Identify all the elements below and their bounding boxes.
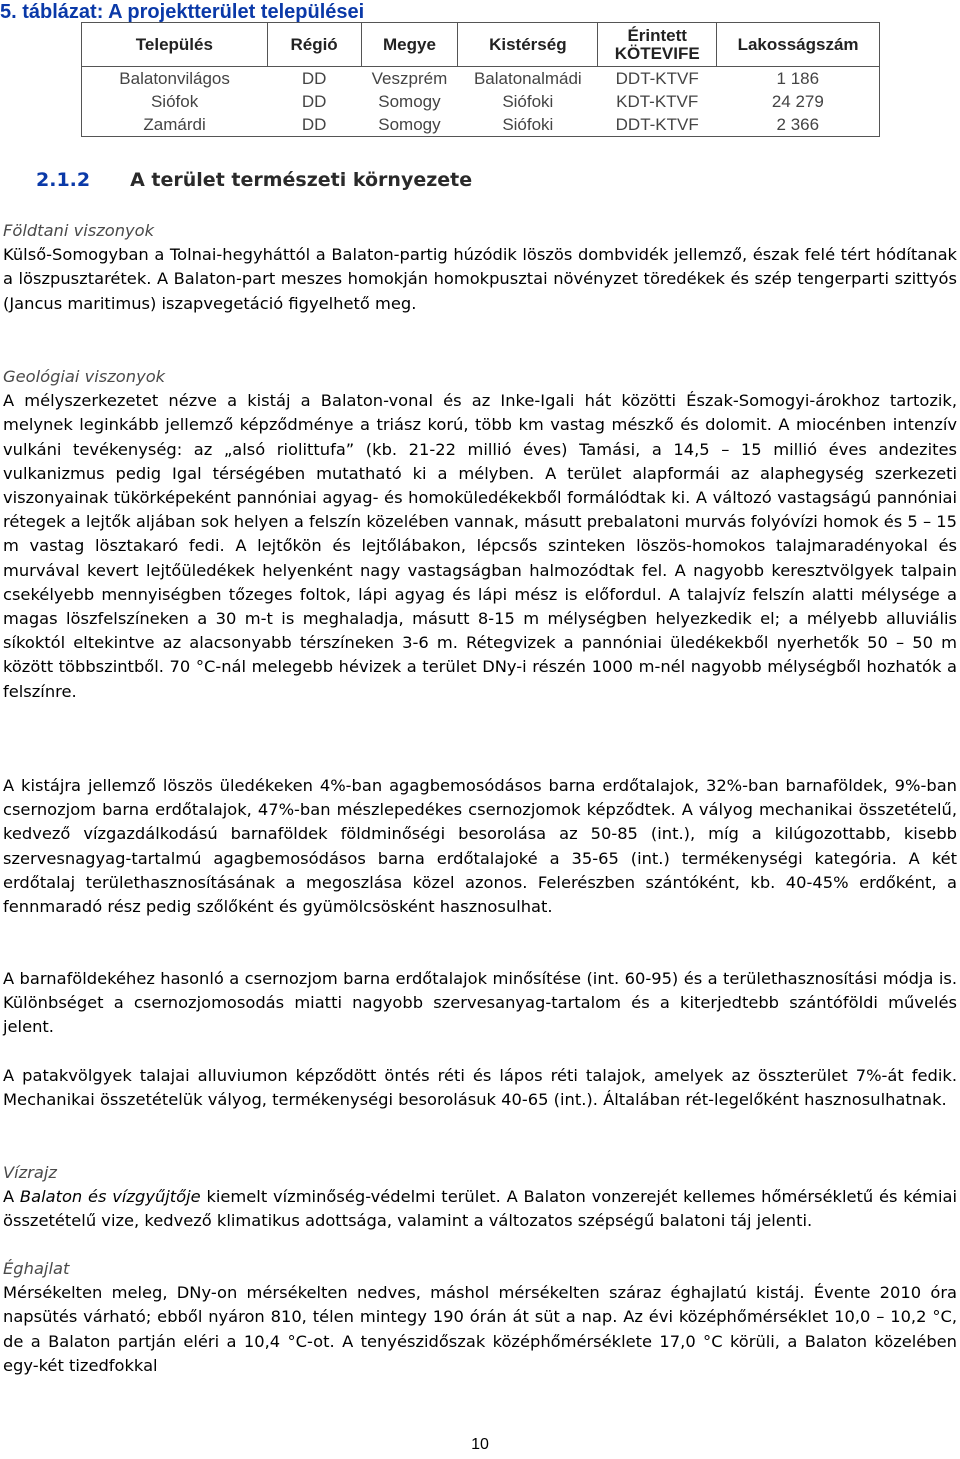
cell-population: 1 186 [717, 67, 880, 91]
header-settlement: Település [82, 23, 268, 67]
header-authority-line1: Érintett [627, 25, 687, 45]
water-prefix: A [3, 1187, 20, 1207]
cell-subregion: Siófoki [458, 113, 598, 137]
geology-heading: Geológiai viszonyok [3, 367, 166, 386]
geology-paragraph: A mélyszerkezetet nézve a kistáj a Balaton-vonal és az Inke-Igali hát közötti Észak-Somogyi-árokhoz tartozik, melynek leginkább jellemző képződménye a triász korú, több km vastag mészkő és dolomit. A miocénben intenzív vulkáni tevékenység: az „alsó riolittufa” (kb. 21-22 millió éves) Tamási, a 14,5 – 15 millió éves andezites vulkanizmus pedig Igal térségében mutatható ki a mélyben. A terület alapformái az alaphegység szerkezeti viszonyainak tükörképeként pannóniai agyag- és homoküledékekből formálódtak ki. A változó vastagságú pannóniai rétegek a lejtők aljában sok helyen a felszín közelében vannak, másutt prebalatoni murvás folyóvízi homok és 5 – 15 m vastag lösztakaró fedi. A lejtőkön és lejtőlábakon, lépcsős szinteken löszös-homokos talajmaradényokal és murvával kevert lejtőüledékek helyenként nagy vastagságban halmozódtak fel. A nagyobb keresztvölgyek talpain csekélyebb mennyiségben tőzeges foltok, lápi agyag és lápi mész is előfordul. A talajvíz felszín alatti mélysége a magas löszfelszíneken a 30 m-t is meghaladja, másutt 8-15 m mélységben helyezkedik el; a mélyebb alluviális síkoktól eltekintve az alacsonyabb térszíneken 3-6 m. Rétegvizek a pannóniai üledékekből nyerhetők 50 – 50 m között többszintből. 70 °C-nál melegebb hévizek a terület DNy-i részén 1000 m-nél nagyobb mélységből hozhatók a felszínre. [3, 391, 957, 701]
cell-population: 2 366 [717, 113, 880, 137]
cell-county: Veszprém [371, 69, 448, 88]
table-row [82, 113, 880, 137]
water-heading: Vízrajz [3, 1163, 57, 1182]
cell-region: DD [301, 92, 327, 111]
table-row [82, 67, 880, 91]
header-subregion: Kistérség [458, 23, 598, 67]
section-heading [36, 169, 472, 191]
table-caption: 5. táblázat: A projektterület települései [0, 1, 365, 23]
soils-paragraph-2: A barnaföldekéhez hasonló a csernozjom barna erdőtalajok minősítése (int. 60-95) és a területhasznosítási módja is. Különbséget a csernozjomosodás miatti nagyobb szervesanyag-tartalom és a kiterjedtebb szántóföldi művelés jelent. [3, 969, 957, 1037]
header-authority [598, 23, 717, 67]
cell-settlement: Siófok [82, 90, 268, 113]
cell-authority: DDT-KTVF [615, 69, 699, 88]
geology-intro-paragraph: Külső-Somogyban a Tolnai-hegyháttól a Balaton-partig húzódik löszös dombvidék jellemző, észak felé tért hódítanak a löszpusztarétek. A Balaton-part meszes homokján homokpusztai növényzet töredékek és szép tengerparti szittyós (Jancus maritimus) iszapvegetáció figyelhető meg. [3, 245, 957, 313]
climate-paragraph: Mérsékelten meleg, DNy-on mérsékelten nedves, máshol mérsékelten száraz éghajlatú kistáj. Évente 2010 óra napsütés várható; ebből nyáron 810, télen mintegy 190 órán át süt a nap. Az évi középhőmérséklet 10,0 – 10,2 °C, de a Balaton partján eléri a 10,4 °C-ot. A tenyészidőszak középhőmérséklete 17,0 °C körüli, a Balaton közelében egy-két tizedfokkal [3, 1283, 957, 1375]
cell-authority: KDT-KTVF [616, 92, 699, 111]
settlements-table [81, 22, 880, 137]
cell-region: DD [267, 113, 361, 137]
climate-block [3, 1257, 957, 1378]
header-authority-line2: KÖTEVIFE [614, 43, 700, 63]
water-paragraph [3, 1185, 957, 1233]
section-number: 2.1.2 [36, 169, 91, 191]
soils-paragraph-3: A patakvölgyek talajai alluviumon képződött öntés réti és lápos réti talajok, amelyek az összterület 7%-át fedik. Mechanikai összetételük vályog, termékenységi besorolásuk 40-65 (int.). Általában rét-legelőként hasznosulhatnak. [3, 1066, 957, 1110]
header-population: Lakosságszám [717, 23, 880, 67]
cell-region: DD [301, 69, 327, 88]
page-number: 10 [471, 1436, 489, 1453]
cell-authority: DDT-KTVF [598, 113, 717, 137]
soils-paragraph-1: A kistájra jellemző löszös üledékeken 4%-ban agagbemosódásos barna erdőtalajok, 32%-ban barnaföldek, 9%-ban csernozjom barna erdőtalajok, 47%-ban mészlepedékes csernozjomok képződtek. A vályog mechanikai összetételű, kedvező vízgazdálkodású barnaföldek földminőségi besorolása az 50-85 (int.), míg a kilúgozottabb, kisebb szervesnagyag-tartalmú agagbemosódásos barna erdőtalajoké a 35-65 (int.) termékenységi kategória. A két erdőtalaj területhasznosításának a megoszlása közel azonos. Felerészben szántóként, kb. 40-45% erdőként, a fennmaradó rész pedig szőlőként és gyümölcsösként hasznosulhat. [3, 776, 957, 917]
cell-subregion: Balatonalmádi [473, 69, 582, 88]
water-italic-name: Balaton és vízgyűjtője [19, 1187, 201, 1207]
cell-county: Somogy [378, 92, 441, 111]
geology-intro-heading: Földtani viszonyok [3, 221, 155, 240]
cell-subregion: Siófoki [502, 92, 554, 111]
water-block [3, 1161, 957, 1234]
table-row [82, 90, 880, 113]
table-header-row [82, 23, 880, 67]
cell-settlement: Balatonvilágos [82, 67, 268, 91]
climate-heading: Éghajlat [3, 1259, 70, 1278]
geology-intro-block [3, 219, 957, 316]
header-county: Megye [361, 23, 458, 67]
cell-county: Somogy [361, 113, 458, 137]
header-region: Régió [267, 23, 361, 67]
geology-block [3, 365, 957, 704]
section-title: A terület természeti környezete [130, 169, 473, 191]
cell-population: 24 279 [717, 90, 880, 113]
cell-settlement: Zamárdi [82, 113, 268, 137]
water-text: kiemelt vízminőség-védelmi terület. A Balaton vonzerejét kellemes hőmérsékletű és kémiai összetételű vize, kedvező klimatikus adottsága, valamint a változatos szépségű balatoni táj jelenti. [3, 1187, 957, 1231]
